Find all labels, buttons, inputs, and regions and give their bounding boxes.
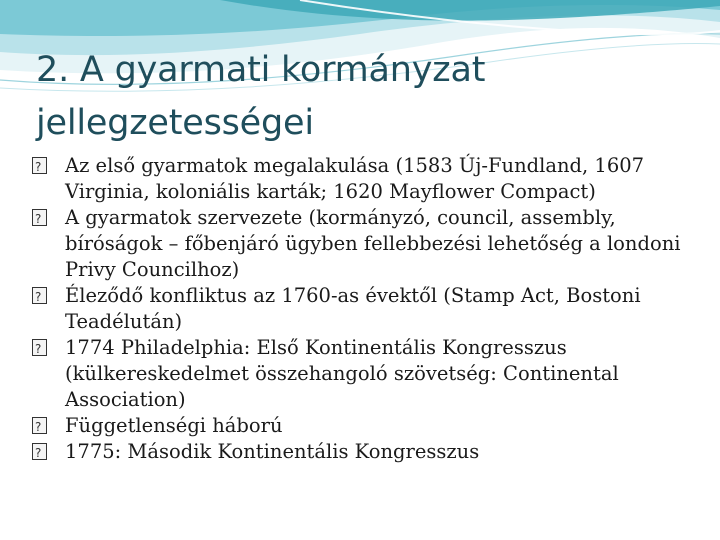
bullet-text: 1775: Második Kontinentális Kongresszus (65, 440, 480, 463)
bullet-text: Függetlenségi háború (65, 414, 283, 437)
bullet-item (32, 153, 702, 205)
bullet-item (32, 439, 702, 465)
missing-glyph-bullet-icon (32, 339, 47, 356)
bullet-item (32, 283, 702, 335)
bullet-item (32, 205, 702, 283)
slide-title (36, 44, 696, 150)
bullet-text: A gyarmatok szervezete (kormányzó, council, assembly, bíróságok – főbenjáró ügyben fellebbezési lehetőség a londoni Privy Councilhoz) (65, 206, 681, 281)
bullet-item (32, 335, 702, 413)
missing-glyph-bullet-icon (32, 443, 47, 460)
missing-glyph-bullet-icon (32, 157, 47, 174)
bullet-text: Az első gyarmatok megalakulása (1583 Új-Fundland, 1607 Virginia, koloniális karták; 1620 Mayflower Compact) (65, 154, 645, 203)
bullet-text: 1774 Philadelphia: Első Kontinentális Kongresszus (külkereskedelmet összehangoló szövetség: Continental Association) (65, 336, 619, 411)
slide-title-line-2: jellegzetességei (36, 103, 314, 143)
bullet-item (32, 413, 702, 439)
missing-glyph-bullet-icon (32, 417, 47, 434)
missing-glyph-bullet-icon (32, 287, 47, 304)
slide-title-line-1: 2. A gyarmati kormányzat (36, 50, 486, 90)
bullet-text: Éleződő konfliktus az 1760-as évektől (Stamp Act, Bostoni Teadélután) (65, 284, 641, 333)
bullet-list (32, 153, 702, 465)
missing-glyph-bullet-icon (32, 209, 47, 226)
